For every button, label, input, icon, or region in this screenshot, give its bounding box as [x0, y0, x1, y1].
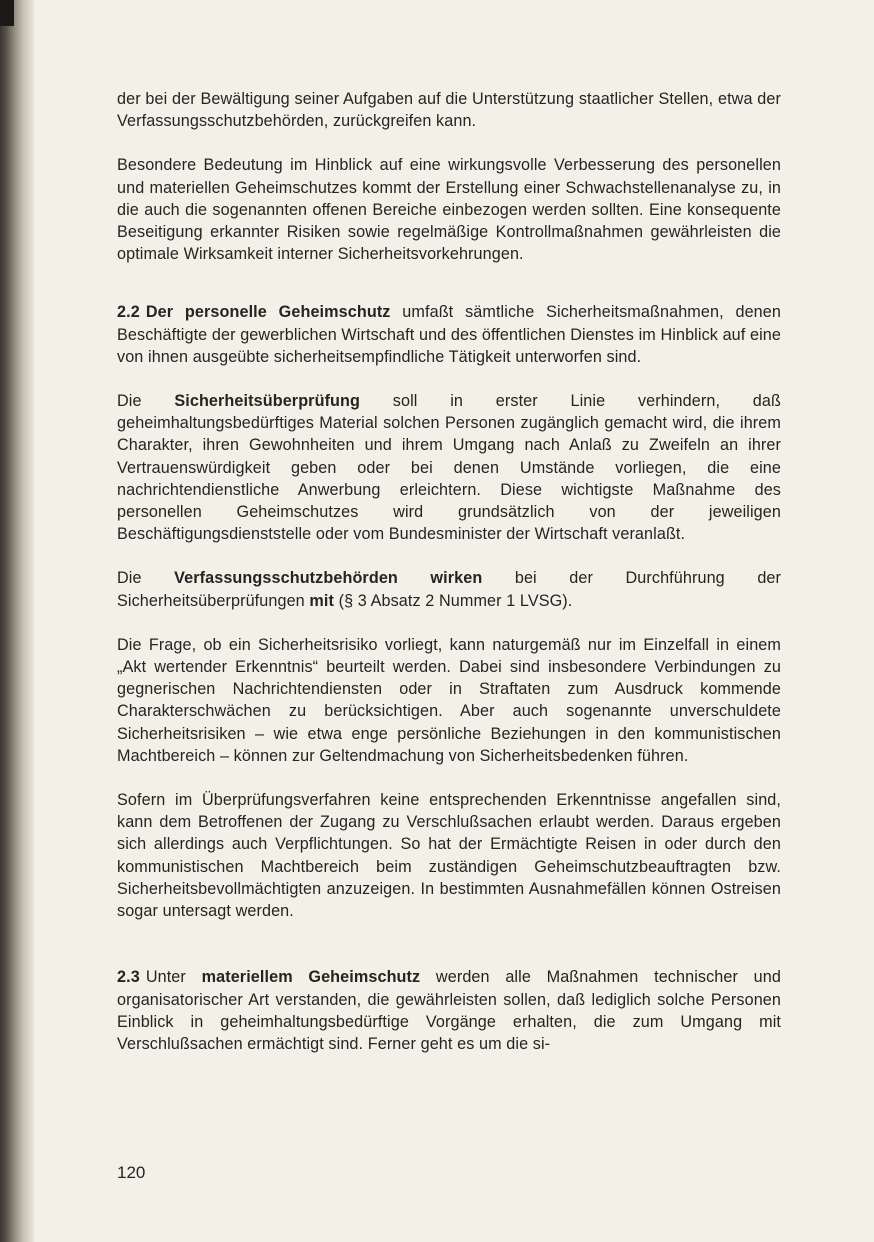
section-number: 2.3	[117, 968, 140, 987]
paragraph-6: Die Frage, ob ein Sicherheitsrisiko vorliegt, kann naturgemäß nur im Einzelfall in einem „Akt wertender Erkenntnis“ beurteilt werden. Dabei sind insbesondere Verbindungen zu gegnerischen Nachrichtendiensten oder in Straftaten zum Ausdruck kommende Charakterschwächen zu berücksichtigen. Aber auch sogenannte unverschuldete Sicherheitsrisiken – wie etwa enge persönliche Beziehungen in den kommunistischen Machtbereich – können zur Geltendmachung von Sicherheitsbedenken führen.	[117, 635, 781, 765]
paragraph-1: der bei der Bewältigung seiner Aufgaben auf die Unterstützung staatlicher Stellen, etwa der Verfassungsschutzbehörden, zurückgreifen kann.	[117, 90, 781, 131]
paragraph-4	[117, 390, 781, 545]
paragraph-2: Besondere Bedeutung im Hinblick auf eine wirkungsvolle Verbesserung des personellen und materiellen Geheimschutzes kommt der Erstellung einer Schwachstellenanalyse zu, in die auch die sogenannten offenen Bereiche einbezogen werden sollten. Eine konsequente Beseitigung erkannter Risiken sowie regelmäßige Kontrollmaßnahmen gewährleisten die optimale Wirksamkeit interner Sicherheitsvorkehrungen.	[117, 156, 781, 264]
binding-mark	[0, 0, 14, 26]
paragraph-text: Die	[117, 392, 175, 411]
section-number: 2.2	[117, 303, 140, 322]
page-body	[117, 88, 781, 1077]
binding-edge	[0, 0, 34, 1242]
bold-term: Verfassungsschutzbehörden wirken	[174, 569, 483, 588]
paragraph-section-2-2	[117, 301, 781, 368]
paragraph-7: Sofern im Überprüfungsverfahren keine entsprechenden Erkenntnisse angefallen sind, kann dem Betroffenen der Zugang zu Verschlußsachen erlaubt werden. Daraus ergeben sich allerdings auch Verpflichtungen. So hat der Ermächtigte Reisen in oder durch den kommunistischen Machtbereich beim zuständigen Geheimschutzbeauftragten bzw. Sicherheitsbevollmächtigten anzuzeigen. In bestimmten Ausnahmefällen können Ostreisen sogar untersagt werden.	[117, 791, 781, 921]
paragraph-text: bei der Durchführung der Sicherheitsüberprüfungen	[117, 569, 782, 610]
paragraph-text: umfaßt sämtliche Sicherheitsmaßnahmen, denen Beschäftigte der gewerblichen Wirtschaft und des öffentlichen Dienstes im Hinblick auf eine von ihnen ausgeübte sicherheitsempfindliche Tätigkeit unterworfen sind.	[117, 303, 781, 366]
paragraph-section-2-3	[117, 966, 781, 1055]
section-heading-bold: materiellem Geheimschutz	[201, 968, 421, 987]
paragraph-5	[117, 567, 781, 611]
bold-term: Sicherheitsüberprüfung	[174, 392, 361, 411]
paragraph-text: (§ 3 Absatz 2 Nummer 1 LVSG).	[333, 591, 573, 610]
paragraph-text: soll in erster Linie verhindern, daß geheimhaltungsbedürftiges Material solchen Personen zugänglich gemacht wird, die ihrem Charakter, ihren Gewohnheiten und ihrem Umgang nach Anlaß zu Zweifeln an ihrer Vertrauenswürdigkeit geben oder bei denen Umstände vorliegen, die eine nachrichtendienstliche Anwerbung erleichtern. Diese wichtigste Maßnahme des personellen Geheimschutzes wird grundsätzlich von der jeweiligen Beschäftigungsdienststelle oder vom Bundesminister der Wirtschaft veranlaßt.	[117, 392, 781, 544]
paragraph-text: Die	[117, 569, 175, 588]
paragraph-text: Unter	[145, 968, 202, 987]
bold-term: mit	[309, 591, 334, 610]
paragraph-text: werden alle Maßnahmen technischer und organisatorischer Art verstanden, die gewährleisten sollen, daß lediglich solche Personen Einblick in geheimhaltungsbedürftige Vorgänge erhalten, die zum Umgang mit Verschlußsachen ermächtigt sind. Ferner geht es um die si-	[117, 968, 781, 1053]
section-heading-bold: Der personelle Geheimschutz	[145, 303, 391, 322]
page-number: 120	[117, 1163, 146, 1182]
